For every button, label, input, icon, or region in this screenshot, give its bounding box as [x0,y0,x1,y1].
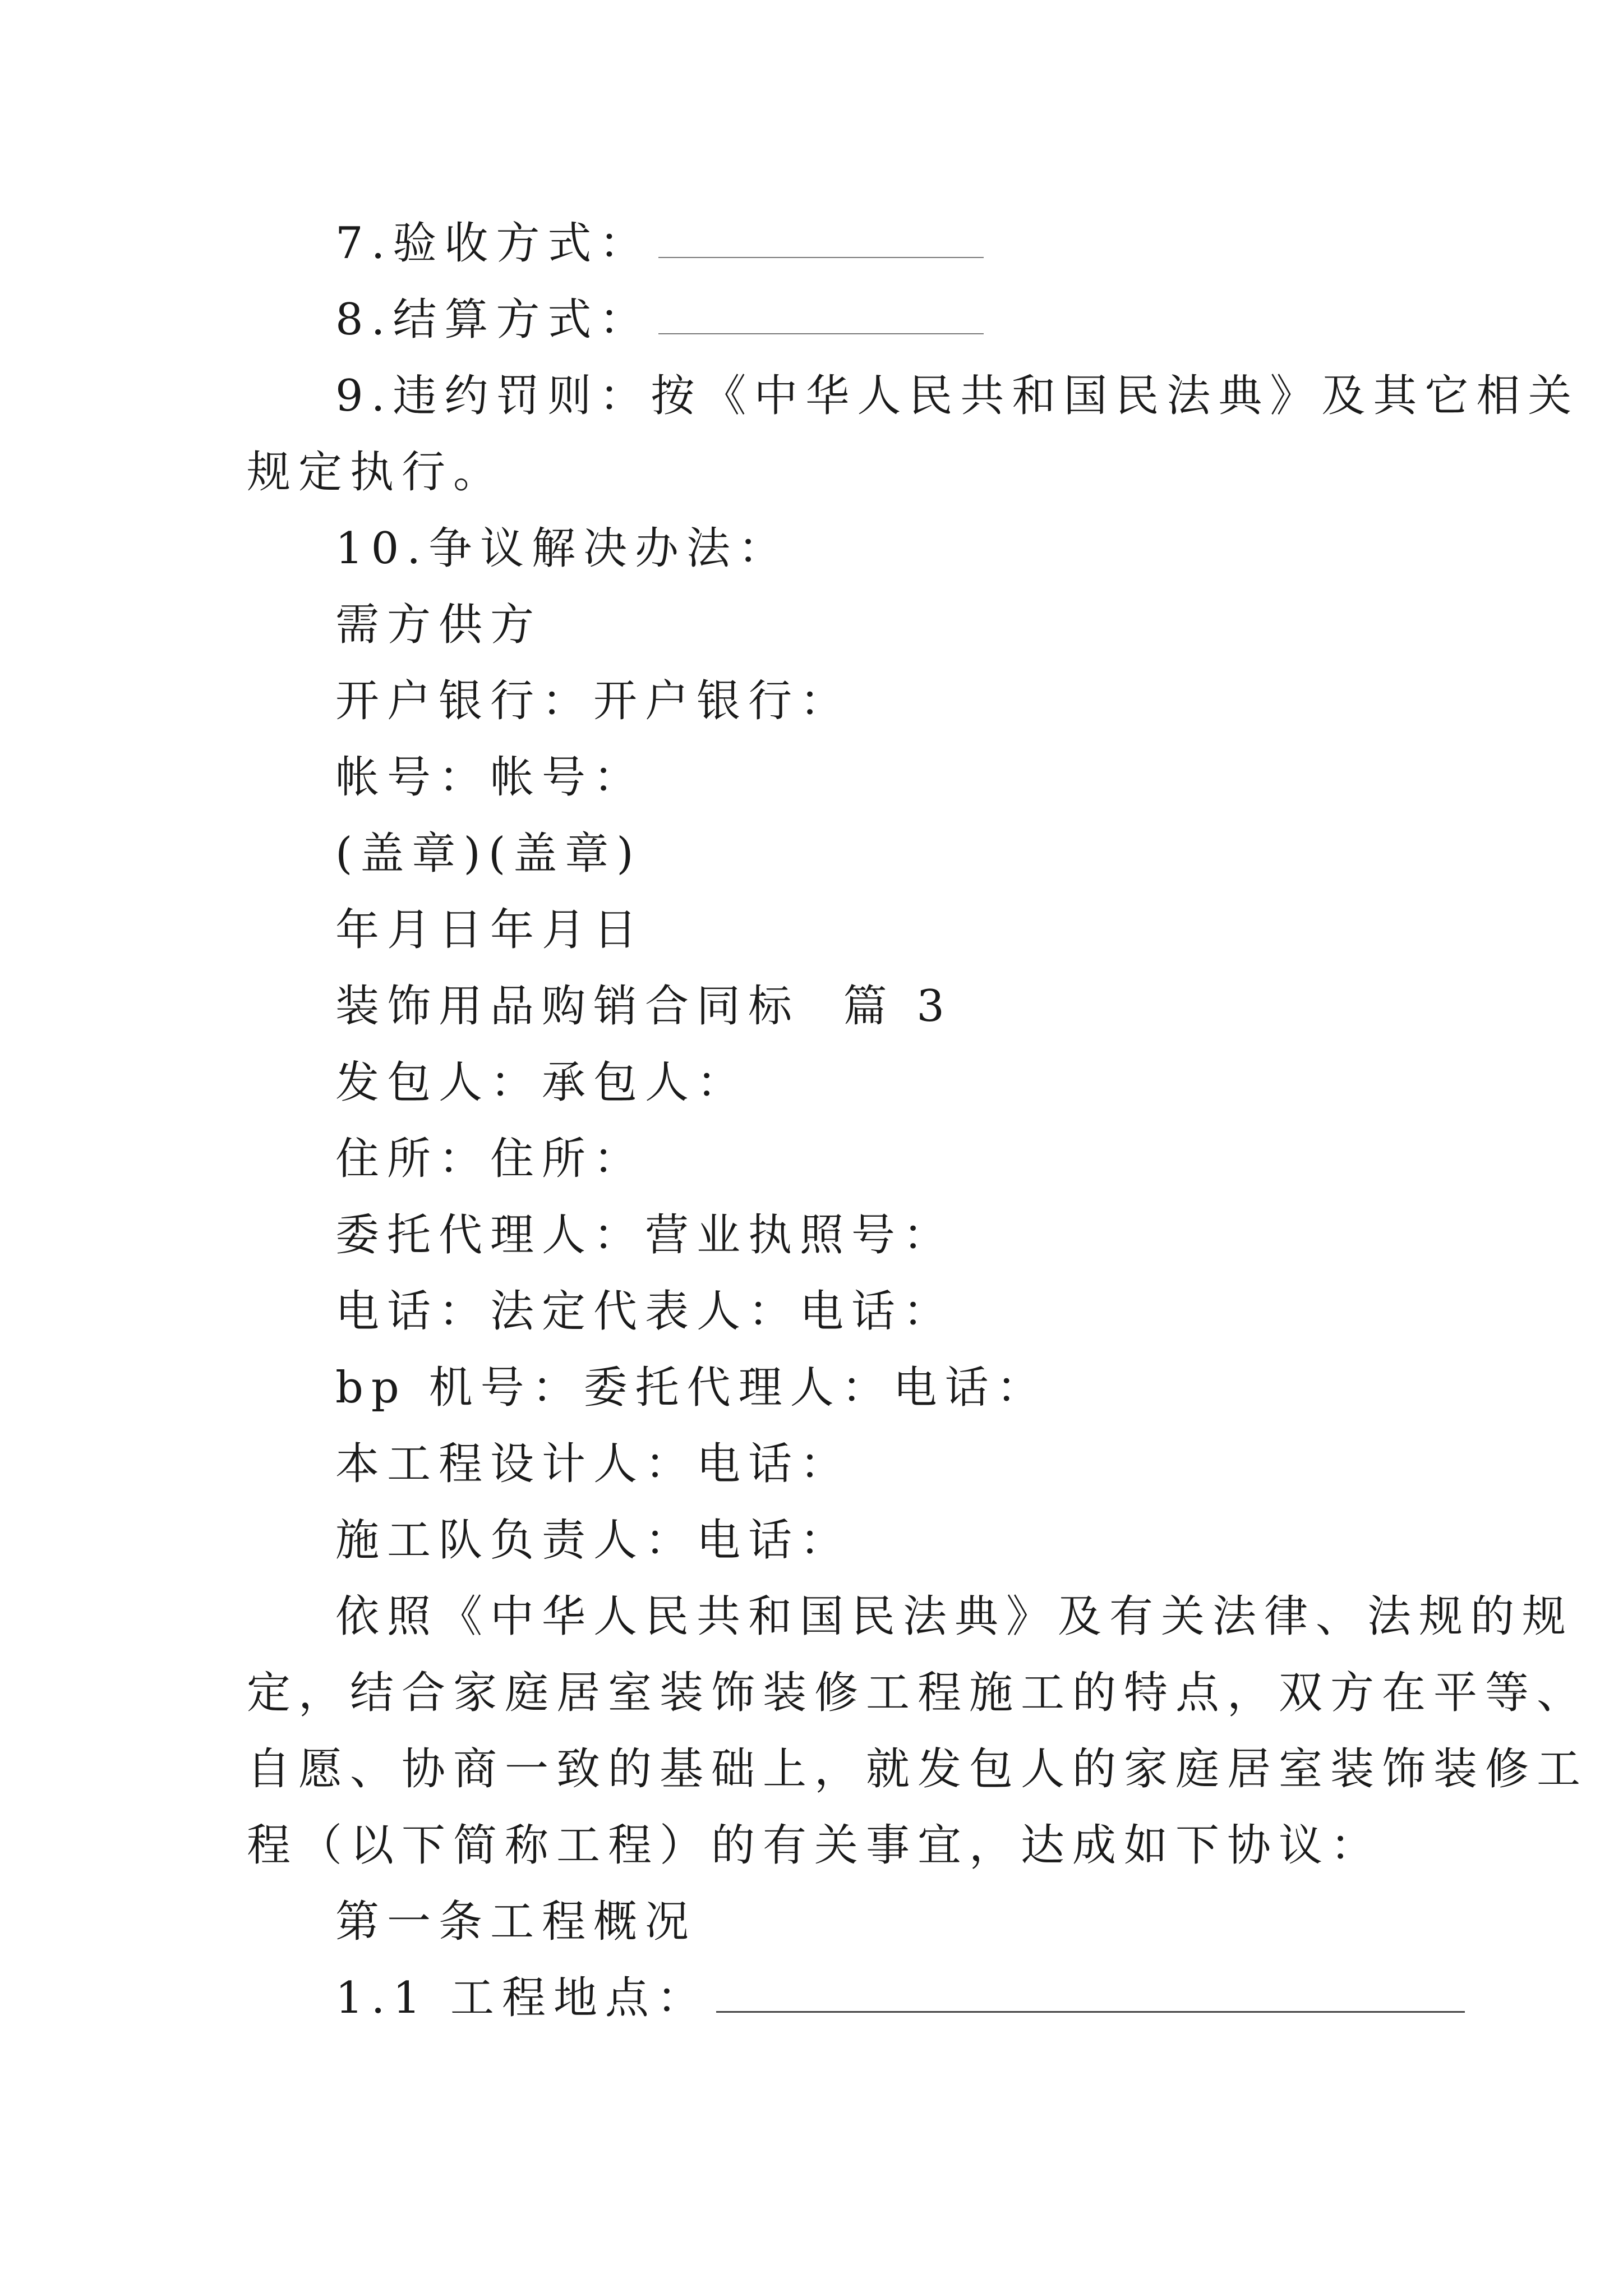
acceptance-method-line [335,215,984,272]
project-location-blank [716,1972,1465,2013]
agent-license-line: 委托代理人：营业执照号： [335,1210,955,1260]
parties-line: 需方供方 [335,600,542,650]
project-location-line [335,1970,1465,2026]
address-line: 住所：住所： [335,1134,645,1184]
settlement-method-label: 8.结算方式： [335,295,651,345]
acceptance-method-blank [658,218,984,258]
team-leader-line: 施工队负责人：电话： [335,1515,852,1566]
phone-representative-line: 电话：法定代表人：电话： [335,1286,955,1337]
designer-line: 本工程设计人：电话： [335,1439,852,1489]
dispute-resolution-line: 10.争议解决办法： [335,523,790,574]
section-title-line: 装饰用品购销合同标 篇 3 [335,981,953,1032]
preamble-line-3: 自愿、协商一致的基础上，就发包人的家庭居室装饰装修工 [247,1744,1589,1795]
employer-contractor-line: 发包人：承包人： [335,1057,749,1108]
settlement-method-line [335,292,984,348]
date-line: 年月日年月日 [335,905,645,955]
account-line: 帐号：帐号： [335,752,645,803]
preamble-line-2: 定，结合家庭居室装饰装修工程施工的特点，双方在平等、 [247,1668,1589,1718]
preamble-line-1: 依照《中华人民共和国民法典》及有关法律、法规的规 [335,1591,1574,1642]
penalty-clause-line-1: 9.违约罚则：按《中华人民共和国民法典》及其它相关 [335,371,1580,421]
bank-line: 开户银行：开户银行： [335,676,852,726]
settlement-method-blank [658,294,984,334]
article-one-title: 第一条工程概况 [335,1897,697,1947]
project-location-label: 1.1 工程地点： [335,1973,708,2023]
acceptance-method-label: 7.验收方式： [335,218,651,269]
penalty-clause-line-2: 规定执行。 [247,447,505,498]
pager-agent-line: bp 机号：委托代理人：电话： [335,1363,1048,1413]
preamble-line-4: 程（以下简称工程）的有关事宜，达成如下协议： [247,1820,1382,1871]
seal-line: (盖章)(盖章) [335,829,642,879]
